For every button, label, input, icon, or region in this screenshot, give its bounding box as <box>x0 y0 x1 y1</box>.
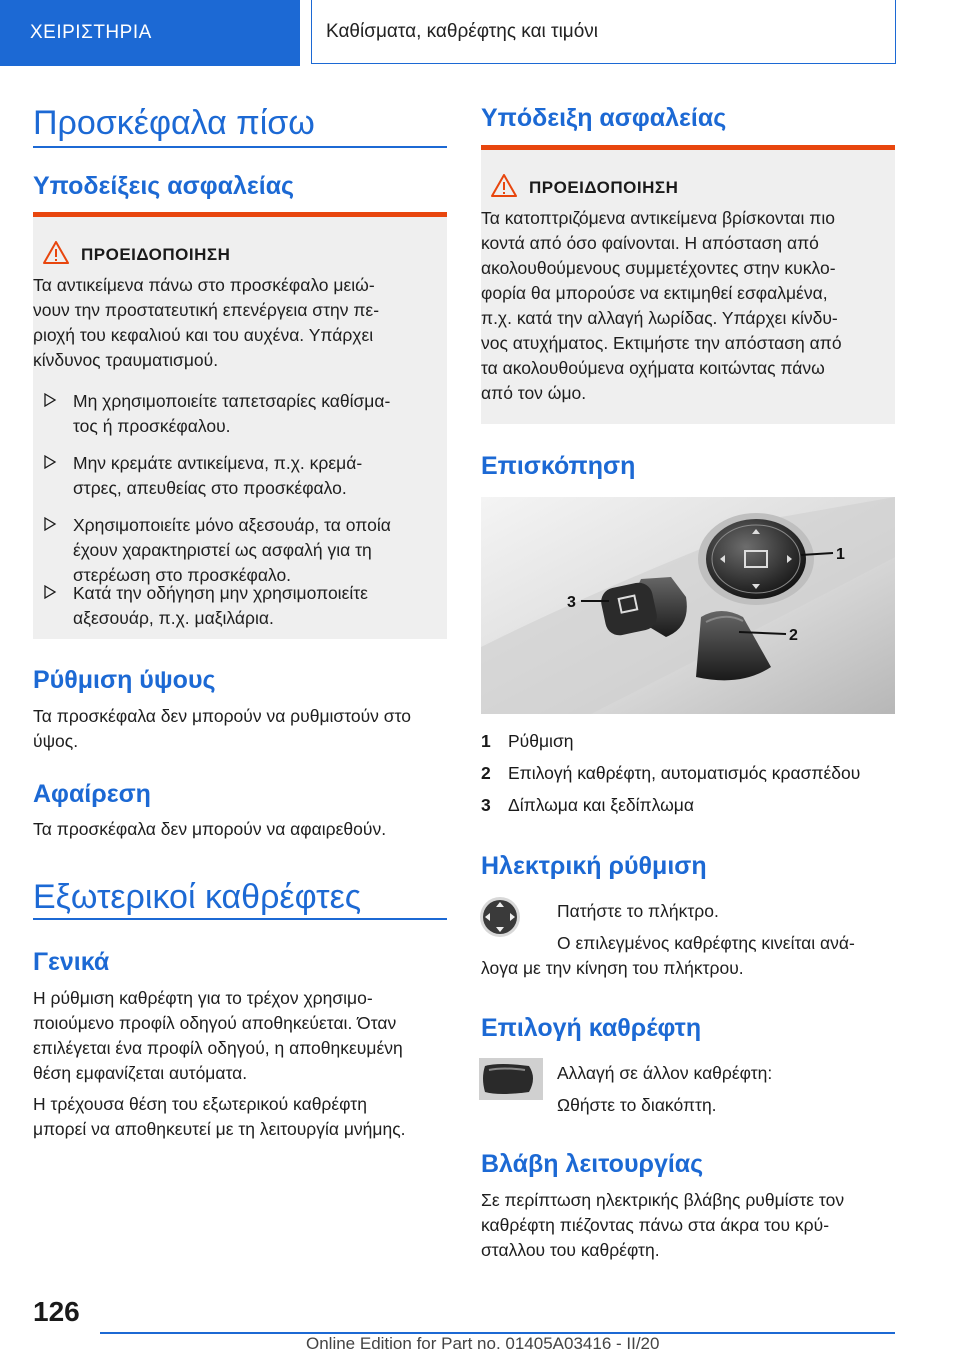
mirror-adjust-button-icon <box>479 896 521 938</box>
text-line: μπορεί να αποθηκευτεί με τη λειτουργία μνήμης. <box>33 1119 406 1139</box>
mirror-selector-switch-icon <box>479 1058 543 1100</box>
electric-step-2-cont: λογα με την κίνηση του πλήκτρου. <box>481 958 744 978</box>
chapter-title <box>311 0 896 64</box>
legend-text: Δίπλωμα και ξεδίπλωμα <box>508 795 694 815</box>
bullet-line: Μην κρεμάτε αντικείμενα, π.χ. κρεμά- <box>73 453 363 473</box>
legend-number: 3 <box>481 795 491 815</box>
warning-line: από τον ώμο. <box>481 383 587 403</box>
overview-heading: Επισκόπηση <box>481 452 636 480</box>
bullet-line: Μη χρησιμοποιείτε ταπετσαρίες καθίσμα- <box>73 391 391 411</box>
malfunction-text <box>481 1188 895 1263</box>
general-heading: Γενικά <box>33 948 110 976</box>
bullet-line: τος ή προσκέφαλου. <box>73 416 231 436</box>
text-line: Τα προσκέφαλα δεν μπορούν να ρυθμιστούν στο <box>33 706 411 726</box>
bullet-line: στερέωση στο προσκέφαλο. <box>73 565 292 585</box>
callout-2: 2 <box>789 627 798 644</box>
mirror-selection-heading: Επιλογή καθρέφτη <box>481 1014 702 1042</box>
text-line: ύψος. <box>33 731 79 751</box>
warning-box-mirrors <box>481 145 895 424</box>
text-line: καθρέφτη πιέζοντας πάνω στα άκρα του κρύ- <box>481 1215 830 1235</box>
headrests-title: Προσκέφαλα πίσω <box>33 104 315 142</box>
triangle-bullet-icon <box>43 455 57 469</box>
text-line: επιλέγεται ένα προφίλ οδηγού, η αποθηκευμένη <box>33 1038 403 1058</box>
title-rule <box>33 146 447 148</box>
title-rule <box>33 918 447 920</box>
legend-number: 1 <box>481 731 491 751</box>
legend-text: Ρύθμιση <box>508 731 574 751</box>
text-line: σταλλου του καθρέφτη. <box>481 1240 660 1260</box>
chapter-title-label: Καθίσματα, καθρέφτης και τιμόνι <box>326 20 599 42</box>
mirror-selection-step-1: Αλλαγή σε άλλον καθρέφτη: <box>557 1063 773 1083</box>
warning-line: Τα κατοπτριζόμενα αντικείμενα βρίσκονται πιο <box>481 208 835 228</box>
text-line: Σε περίπτωση ηλεκτρικής βλάβης ρυθμίστε τον <box>481 1190 845 1210</box>
callout-1: 1 <box>836 546 845 563</box>
safety-heading: Υπόδειξη ασφαλείας <box>481 104 727 132</box>
mirror-control-photo <box>481 497 895 714</box>
text-line: Η τρέχουσα θέση του εξωτερικού καθρέφτη <box>33 1094 367 1114</box>
section-tab <box>0 0 300 66</box>
warning-box-headrests <box>33 212 447 639</box>
warning-triangle-icon <box>491 174 517 197</box>
warning-line: τα ακολουθούμενα οχήματα κοιτώντας πάνω <box>481 358 825 378</box>
text-line: ποιούμενο προφίλ οδηγού αποθηκεύεται. Όταν <box>33 1013 397 1033</box>
warning-line: νουν την προστατευτική επενέργεια στην πε- <box>33 300 380 320</box>
height-adjustment-heading: Ρύθμιση ύψους <box>33 666 216 694</box>
warning-line: φορία θα μπορούσε να εκτιμηθεί εσφαλμένα, <box>481 283 828 303</box>
safety-notes-heading: Υποδείξεις ασφαλείας <box>33 172 295 200</box>
page-number: 126 <box>33 1296 80 1327</box>
bullet-line: έχουν χαρακτηριστεί ως ασφαλή για τη <box>73 540 372 560</box>
warning-label: ΠΡΟΕΙΔΟΠΟΙΗΣΗ <box>529 178 679 197</box>
warning-line: ακολουθούμενους συμμετέχοντες στην κυκλο- <box>481 258 836 278</box>
electric-step-2: Ο επιλεγμένος καθρέφτης κινείται ανά- <box>557 933 855 953</box>
warning-line: Τα αντικείμενα πάνω στο προσκέφαλο μειώ- <box>33 275 375 295</box>
malfunction-heading: Βλάβη λειτουργίας <box>481 1150 704 1178</box>
electric-adjustment-heading: Ηλεκτρική ρύθμιση <box>481 852 707 880</box>
legend-number: 2 <box>481 763 491 783</box>
warning-line: κίνδυνος τραυματισμού. <box>33 350 219 370</box>
callout-3: 3 <box>567 594 576 611</box>
warning-line: κοντά από όσο φαίνονται. Η απόσταση από <box>481 233 819 253</box>
bullet-line: στρες, απευθείας στο προσκέφαλο. <box>73 478 347 498</box>
warning-text <box>481 206 895 406</box>
warning-label: ΠΡΟΕΙΔΟΠΟΙΗΣΗ <box>81 245 231 264</box>
bullet-line: αξεσουάρ, π.χ. μαξιλάρια. <box>73 608 274 628</box>
triangle-bullet-icon <box>43 393 57 407</box>
mirror-selection-step-2: Ωθήστε το διακόπτη. <box>557 1095 717 1115</box>
removal-heading: Αφαίρεση <box>33 780 151 808</box>
warning-line: π.χ. κατά την αλλαγή λωρίδας. Υπάρχει κίνδυ- <box>481 308 838 328</box>
section-tab-label: ΧΕΙΡΙΣΤΗΡΙΑ <box>30 22 152 43</box>
mirrors-title: Εξωτερικοί καθρέφτες <box>33 878 362 916</box>
triangle-bullet-icon <box>43 585 57 599</box>
warning-triangle-icon <box>43 241 69 264</box>
bullet-line: Χρησιμοποιείτε μόνο αξεσουάρ, τα οποία <box>73 515 391 535</box>
text-line: θέση εμφανίζεται αυτόματα. <box>33 1063 248 1083</box>
bullet-line: Κατά την οδήγηση μην χρησιμοποιείτε <box>73 583 368 603</box>
removal-text: Τα προσκέφαλα δεν μπορούν να αφαιρεθούν. <box>33 819 387 839</box>
text-line: Η ρύθμιση καθρέφτη για το τρέχον χρησιμο- <box>33 988 373 1008</box>
edition-note: Online Edition for Part no. 01405A03416 - II/20 <box>306 1334 660 1353</box>
triangle-bullet-icon <box>43 517 57 531</box>
warning-text <box>33 273 447 373</box>
electric-step-1: Πατήστε το πλήκτρο. <box>557 901 719 921</box>
legend-text: Επιλογή καθρέφτη, αυτοματισμός κρασπέδου <box>508 763 861 783</box>
warning-line: νος ατυχήματος. Εκτιμήστε την απόσταση από <box>481 333 842 353</box>
memory-text <box>33 1092 447 1142</box>
general-text <box>33 986 447 1086</box>
height-adjustment-text <box>33 704 447 754</box>
warning-line: ριοχή του κεφαλιού και του αυχένα. Υπάρχει <box>33 325 374 345</box>
